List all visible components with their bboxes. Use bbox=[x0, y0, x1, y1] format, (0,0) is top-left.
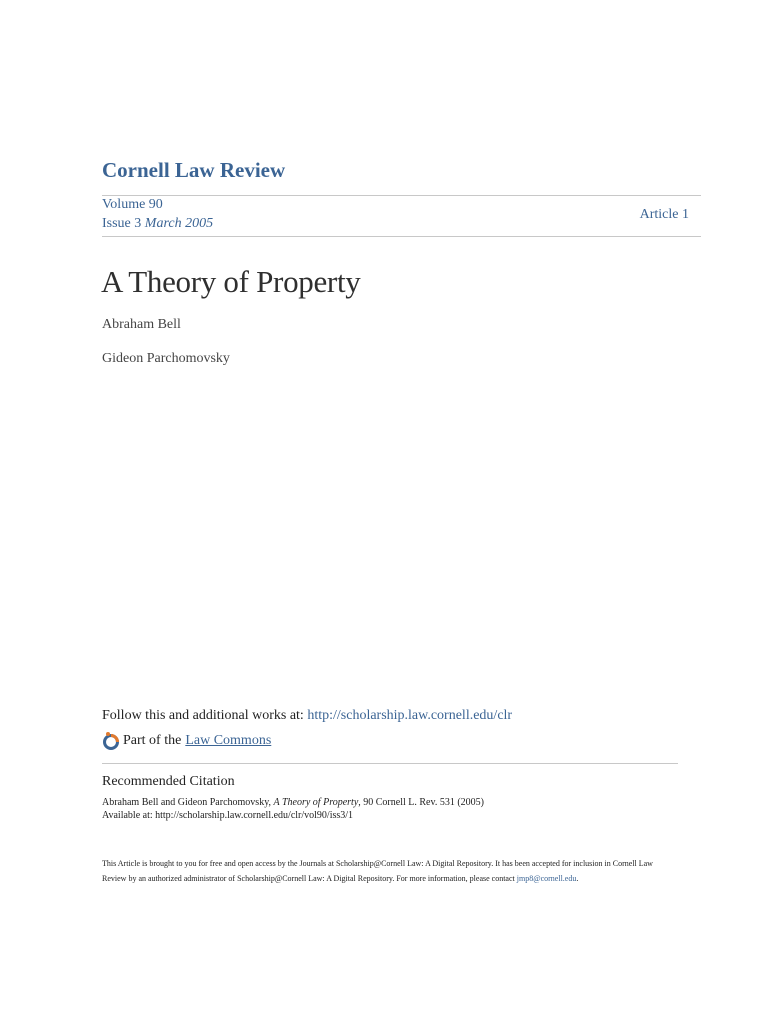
follow-line bbox=[102, 708, 512, 724]
part-of-prefix: Part of the bbox=[123, 732, 182, 748]
citation-authors: Abraham Bell and Gideon Parchomovsky, bbox=[102, 797, 274, 808]
citation-available: Available at: http://scholarship.law.cornell.edu/clr/vol90/iss3/1 bbox=[102, 810, 354, 821]
law-commons-link[interactable]: Law Commons bbox=[185, 732, 272, 748]
citation-line bbox=[102, 796, 484, 809]
follow-prefix: Follow this and additional works at: bbox=[102, 708, 308, 723]
issue-line[interactable] bbox=[102, 216, 213, 232]
top-rule bbox=[102, 195, 701, 196]
issue-date: March 2005 bbox=[144, 216, 214, 231]
citation-title: A Theory of Property bbox=[273, 797, 359, 808]
citation-rest: , 90 Cornell L. Rev. 531 (2005) bbox=[358, 797, 484, 808]
issue-label: Issue 3 bbox=[102, 216, 142, 231]
access-notice bbox=[102, 856, 662, 886]
citation-rule bbox=[102, 763, 678, 764]
issue-rule bbox=[102, 236, 701, 237]
commons-line bbox=[102, 731, 271, 750]
contact-email-link[interactable]: jmp8@cornell.edu bbox=[516, 874, 577, 883]
notice-end: . bbox=[576, 874, 579, 883]
article-title: A Theory of Property bbox=[101, 264, 361, 299]
repository-link[interactable]: http://scholarship.law.cornell.edu/clr bbox=[307, 708, 513, 723]
author-name: Abraham Bell bbox=[102, 317, 181, 332]
recommended-citation-heading: Recommended Citation bbox=[102, 774, 235, 789]
notice-text: This Article is brought to you for free and open access by the Journals at Scholarship@Cornell Law: A Digital Repository. It has been accepted for inclusion in Cornell Law Review by an authorized administrator of Scholarship@Cornell Law: A Digital Repository. For more information, please contact bbox=[102, 859, 653, 883]
article-number-link[interactable]: Article 1 bbox=[639, 207, 689, 222]
volume-link[interactable]: Volume 90 bbox=[102, 197, 163, 212]
journal-title[interactable]: Cornell Law Review bbox=[102, 158, 286, 182]
digital-commons-icon bbox=[102, 731, 121, 750]
citation-block bbox=[102, 796, 484, 822]
author-name: Gideon Parchomovsky bbox=[102, 351, 230, 366]
